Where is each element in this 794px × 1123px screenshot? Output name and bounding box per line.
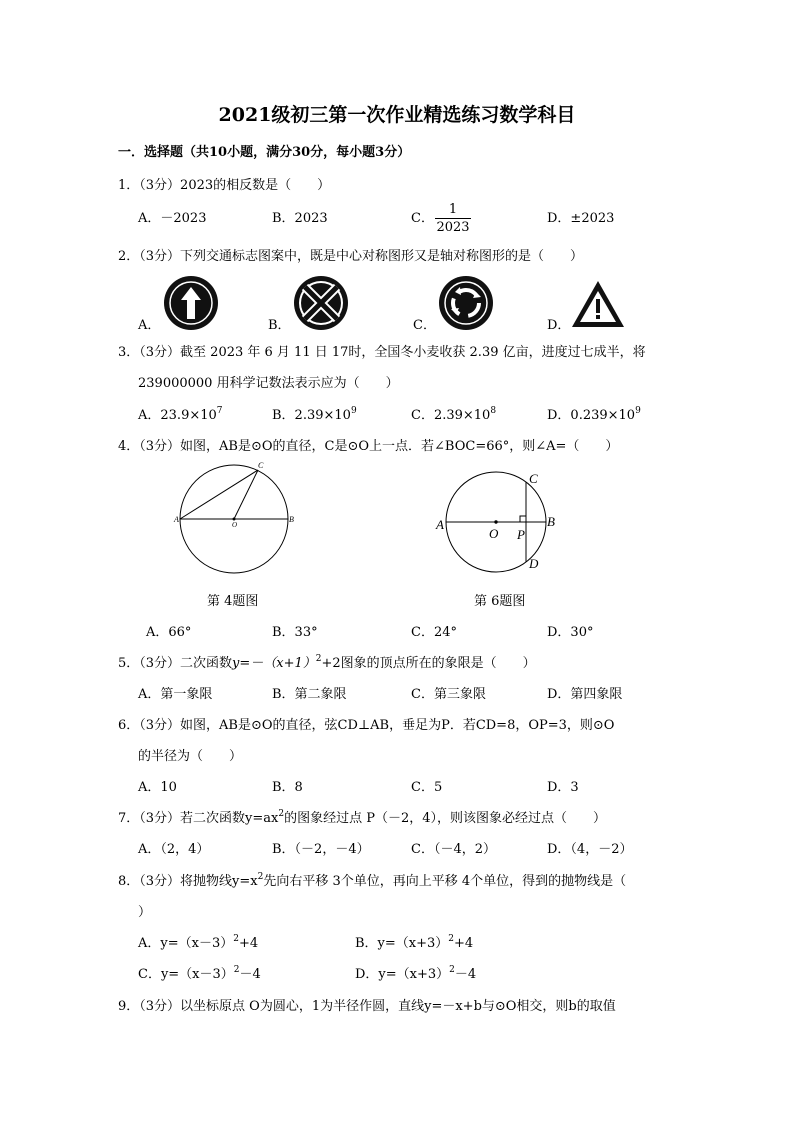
- q7-option-c: C．（－4，2）: [411, 842, 496, 857]
- q4-option-a: A．66°: [146, 625, 192, 640]
- q7-option-b: B．（－2，－4）: [272, 842, 370, 857]
- fig4-caption: 第 4题图: [207, 594, 259, 609]
- fig6-label-c: C: [529, 471, 538, 486]
- q5-option-d: D．第四象限: [547, 687, 623, 702]
- q3-stem-line2: 239000000 用科学记数法表示应为（ ）: [138, 376, 399, 391]
- q3-option-b: B．$2.39\times 10^9$: [272, 406, 357, 423]
- fig6-caption: 第 6题图: [474, 594, 526, 609]
- up-arrow-sign-icon: [163, 275, 219, 331]
- q6-option-d: D．3: [547, 780, 579, 795]
- q3-option-c: C．$2.39\times 10^8$: [411, 406, 497, 423]
- q2-option-d: D．: [547, 318, 571, 333]
- fig4-label-o: O: [232, 521, 238, 529]
- fraction-numerator: 1: [448, 202, 458, 217]
- q1-option-a: A．－2023: [138, 211, 207, 226]
- q1-stem: 1．（3分）2023的相反数是（ ）: [118, 178, 331, 193]
- q9-stem: 9．（3分）以坐标原点 O为圆心，1为半径作圆，直线y=－x+b与⊙O相交，则b的取值: [118, 999, 616, 1014]
- fig4-label-a: A: [174, 515, 179, 524]
- q3-stem-line1: 3．（3分）截至 2023 年 6 月 11 日 17时，全国冬小麦收获 2.39 亿亩，进度过七成半，将: [118, 345, 646, 360]
- q1-option-c: C．: [411, 211, 434, 226]
- fig6-label-a: A: [436, 517, 444, 532]
- fig4-label-c: C: [258, 461, 264, 470]
- q4-option-d: D．30°: [547, 625, 594, 640]
- q5-option-c: C．第三象限: [411, 687, 486, 702]
- fig6-label-o: O: [489, 526, 499, 541]
- q6-option-a: A．10: [138, 780, 177, 795]
- q4-circle-figure: [170, 460, 300, 585]
- q6-stem-line2: 的半径为（ ）: [138, 749, 243, 764]
- q6-option-c: C．5: [411, 780, 443, 795]
- q7-option-d: D．（4，－2）: [547, 842, 633, 857]
- q3-option-d: D．$0.239\times 10^9$: [547, 406, 641, 423]
- section-heading: 一．选择题（共10小题，满分30分，每小题3分）: [118, 145, 411, 160]
- q7-option-a: A．（2，4）: [138, 842, 210, 857]
- q8-option-c: C．$y=(x-3)^2-4$: [138, 965, 261, 982]
- q6-stem-line1: 6．（3分）如图，AB是⊙O的直径，弦CD⊥AB，垂足为P．若CD=8，OP=3，则⊙O: [118, 718, 615, 733]
- q7-stem: 7．（3分）若二次函数$y=ax^2$的图象经过点 P（－2，4），则该图象必经过点（ ）: [118, 809, 607, 826]
- q4-option-b: B．33°: [272, 625, 318, 640]
- q8-stem-line2: ）: [138, 905, 152, 920]
- q4-stem: 4．（3分）如图，AB是⊙O的直径，C是⊙O上一点．若∠BOC=66°，则∠A=（ ）: [118, 439, 619, 454]
- q2-stem: 2．（3分）下列交通标志图案中，既是中心对称图形又是轴对称图形的是（ ）: [118, 249, 584, 264]
- q1-option-d: D．±2023: [547, 211, 615, 226]
- fig4-label-b: B: [289, 515, 294, 524]
- fig6-label-b: B: [547, 514, 555, 529]
- q3-option-a: A．$23.9\times 10^7$: [138, 406, 223, 423]
- fig6-label-d: D: [529, 556, 539, 571]
- q4-option-c: C．24°: [411, 625, 457, 640]
- q5-option-b: B．第二象限: [272, 687, 347, 702]
- q8-option-d: D．$y=(x+3)^2-4$: [355, 965, 477, 982]
- fraction-bar: [435, 218, 471, 219]
- q8-option-b: B．$y=(x+3)^2+4$: [355, 934, 474, 951]
- q6-circle-figure: [433, 468, 563, 583]
- fig6-label-p: P: [517, 527, 525, 542]
- fraction-denominator: 2023: [436, 220, 470, 235]
- page-title: 2021级初三第一次作业精选练习数学科目: [218, 104, 576, 126]
- no-stopping-x-sign-icon: [293, 275, 349, 331]
- q8-stem-line1: 8．（3分）将抛物线$y=x^2$先向右平移 3个单位，再向上平移 4个单位，得到的抛物线是（: [118, 872, 627, 889]
- warning-triangle-sign-icon: [570, 279, 626, 329]
- q5-stem: 5．（3分）二次函数$y=-(x+1)^2+2$图象的顶点所在的象限是（ ）: [118, 654, 536, 671]
- q1-option-b: B．2023: [272, 211, 328, 226]
- roundabout-sign-icon: [438, 275, 494, 331]
- q2-option-b: B．: [268, 318, 291, 333]
- q5-option-a: A．第一象限: [138, 687, 213, 702]
- q1-option-c-fraction: [435, 203, 471, 234]
- q2-option-a: A．: [138, 318, 161, 333]
- q6-option-b: B．8: [272, 780, 303, 795]
- q2-option-c: C．: [413, 318, 436, 333]
- q8-option-a: A．$y=(x-3)^2+4$: [138, 934, 259, 951]
